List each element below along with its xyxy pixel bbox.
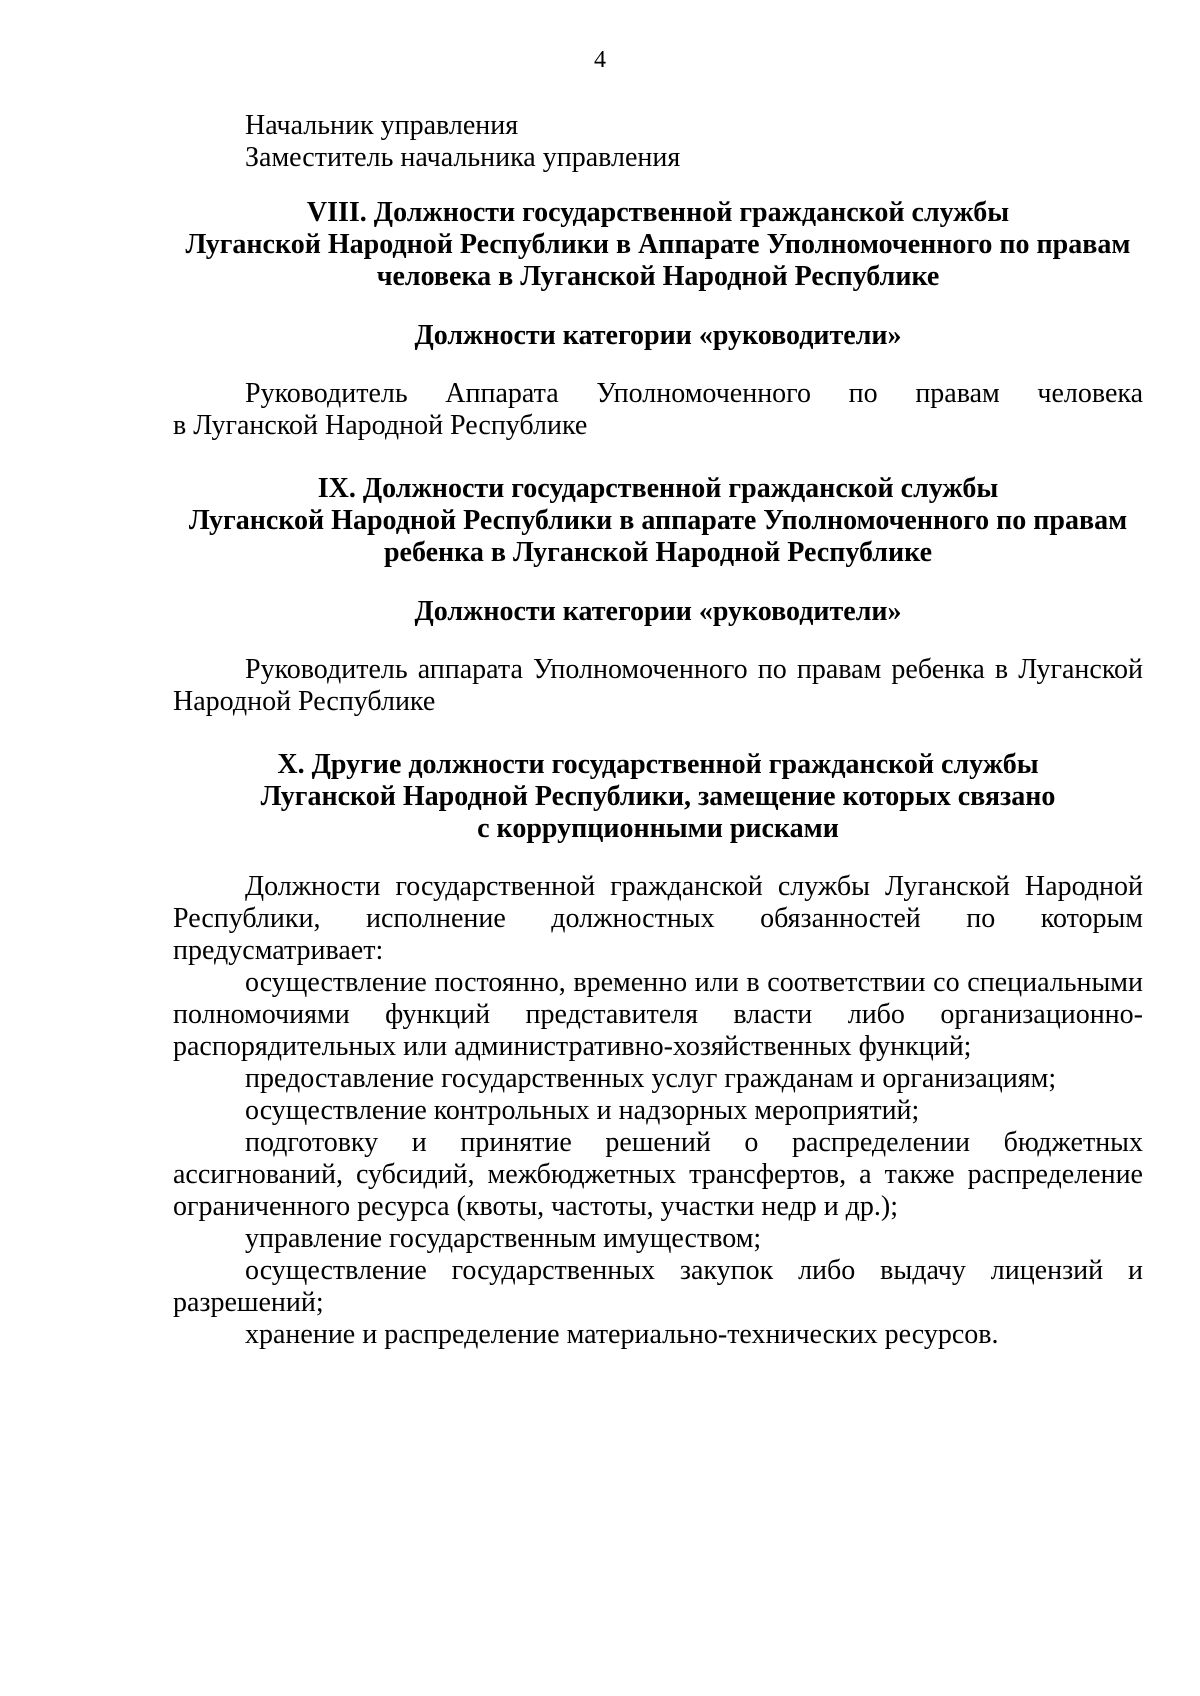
- list-item: хранение и распределение материально-технических ресурсов.: [245, 1319, 999, 1350]
- list-item: управление государственным имуществом;: [245, 1223, 762, 1254]
- list-item: подготовку и принятие решений о распределении бюджетных ассигнований, субсидий, межбюджетных трансфертов, а также распределение ограниченного ресурса (квоты, частоты, участки недр и др.);: [173, 1127, 1143, 1222]
- position-line: Заместитель начальника управления: [245, 142, 681, 173]
- section-heading-9: [173, 473, 1143, 569]
- heading-line: человека в Луганской Народной Республике: [376, 261, 940, 292]
- heading-line: X. Другие должности государственной гражданской службы: [277, 749, 1039, 780]
- list-item: предоставление государственных услуг гражданам и организациям;: [245, 1063, 1057, 1094]
- paragraph-line: в Луганской Народной Республике: [173, 410, 588, 441]
- heading-line: Луганской Народной Республики в Аппарате Уполномоченного по правам: [185, 229, 1131, 260]
- heading-line: IX. Должности государственной гражданской службы: [317, 473, 999, 504]
- heading-line: VIII. Должности государственной гражданской службы: [306, 197, 1010, 228]
- position-paragraph: Руководитель аппарата Уполномоченного по правам ребенка в Луганской Народной Республике: [173, 654, 1143, 717]
- paragraph-line: Руководитель Аппарата Уполномоченного по правам человека: [245, 378, 1143, 409]
- list-item: осуществление постоянно, временно или в соответствии со специальными полномочиями функций представителя власти либо организационно-распорядительных или административно-хозяйственных функций;: [173, 967, 1143, 1062]
- list-item: осуществление контрольных и надзорных мероприятий;: [245, 1095, 920, 1126]
- heading-line: ребенка в Луганской Народной Республике: [383, 537, 933, 568]
- list-item: осуществление государственных закупок либо выдачу лицензий и разрешений;: [173, 1255, 1143, 1318]
- heading-line: с коррупционными рисками: [477, 813, 839, 844]
- section-heading-8: [173, 197, 1143, 293]
- heading-line: Луганской Народной Республики в аппарате Уполномоченного по правам: [188, 505, 1128, 536]
- page-number: 4: [594, 47, 606, 73]
- document-body: [173, 110, 1143, 1351]
- category-heading: Должности категории «руководители»: [414, 596, 902, 627]
- heading-line: Луганской Народной Республики, замещение которых связано: [260, 781, 1056, 812]
- section-heading-10: [173, 749, 1143, 845]
- category-heading: Должности категории «руководители»: [414, 320, 902, 351]
- position-line: Начальник управления: [245, 110, 519, 141]
- position-paragraph: [173, 378, 1143, 442]
- intro-paragraph: Должности государственной гражданской службы Луганской Народной Республики, исполнение должностных обязанностей по которым предусматривает:: [173, 871, 1143, 966]
